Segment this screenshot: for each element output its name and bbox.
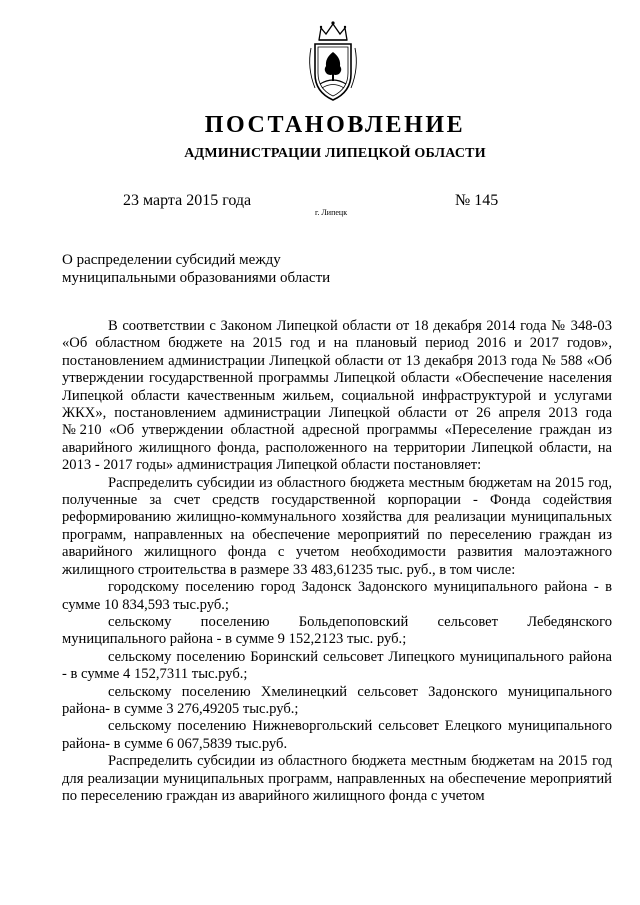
document-body — [62, 318, 612, 805]
document-place: г. Липецк — [315, 208, 348, 217]
paragraph-preamble: В соответствии с Законом Липецкой области от 18 декабря 2014 года № 348-03 «Об областном бюджете на 2015 год и на плановый период 2016 и 2017 годов», постановлением администрации Липецкой области от 13 декабря 2013 года № 588 «Об утверждении государственной программы Липецкой области «Обеспечение населения Липецкой области качественным жильем, социальной инфраструктурой и услугами ЖКХ», постановлением администрации Липецкой области от 26 апреля 2013 года №210 «Об утверждении областной адресной программы «Переселение граждан из аварийного жилищного фонда, расположенного на территории Липецкой области, на 2013 - 2017 годы» администрация Липецкой области постановляет: — [62, 318, 612, 474]
paragraph-item-borinsky: сельскому поселению Боринский сельсовет Липецкого муниципального района - в сумме 4 152,7311 тыс.руб.; — [62, 648, 612, 683]
paragraph-distribution-2: Распределить субсидии из областного бюджета местным бюджетам на 2015 год для реализации муниципальных программ, направленных на обеспечение мероприятий по переселению граждан из аварийного жилищного фонда с учетом — [62, 753, 612, 804]
document-title: ПОСТАНОВЛЕНИЕ — [204, 112, 466, 138]
document-heading — [62, 251, 392, 287]
heading-line-2: муниципальными образованиями области — [62, 270, 331, 286]
coat-of-arms-icon — [305, 18, 361, 108]
heading-line-1: О распределении субсидий между — [62, 252, 281, 268]
document-number: № 145 — [455, 192, 499, 209]
paragraph-distribution-1: Распределить субсидии из областного бюджета местным бюджетам на 2015 год, полученные за счет средств государственной корпорации - Фонда содействия реформированию жилищно-коммунального хозяйства для реализации муниципальных программ, направленных на обеспечение мероприятий по переселению граждан из аварийного жилищного фонда с учетом необходимости развития малоэтажного жилищного строительства в размере 33 483,61235 тыс. руб., в том числе: — [62, 474, 612, 578]
paragraph-item-khmelinetsky: сельскому поселению Хмелинецкий сельсовет Задонского муниципального района- в сумме 3 276,49205 тыс.руб.; — [62, 683, 612, 717]
document-date: 23 марта 2015 года — [123, 192, 252, 209]
document-subtitle: АДМИНИСТРАЦИИ ЛИПЕЦКОЙ ОБЛАСТИ — [184, 146, 486, 161]
paragraph-item-zadonsk: городскому поселению город Задонск Задонского муниципального района - в сумме 10 834,593 тыс.руб.; — [62, 579, 612, 613]
paragraph-item-boldepopovsky: сельскому поселению Больдепоповский сельсовет Лебедянского муниципального района - в сумме 9 152,2123 тыс. руб.; — [62, 613, 612, 648]
paragraph-item-nizhnevorgolsky: сельскому поселению Нижневоргольский сельсовет Елецкого муниципального района- в сумме 6 067,5839 тыс.руб. — [62, 718, 612, 752]
